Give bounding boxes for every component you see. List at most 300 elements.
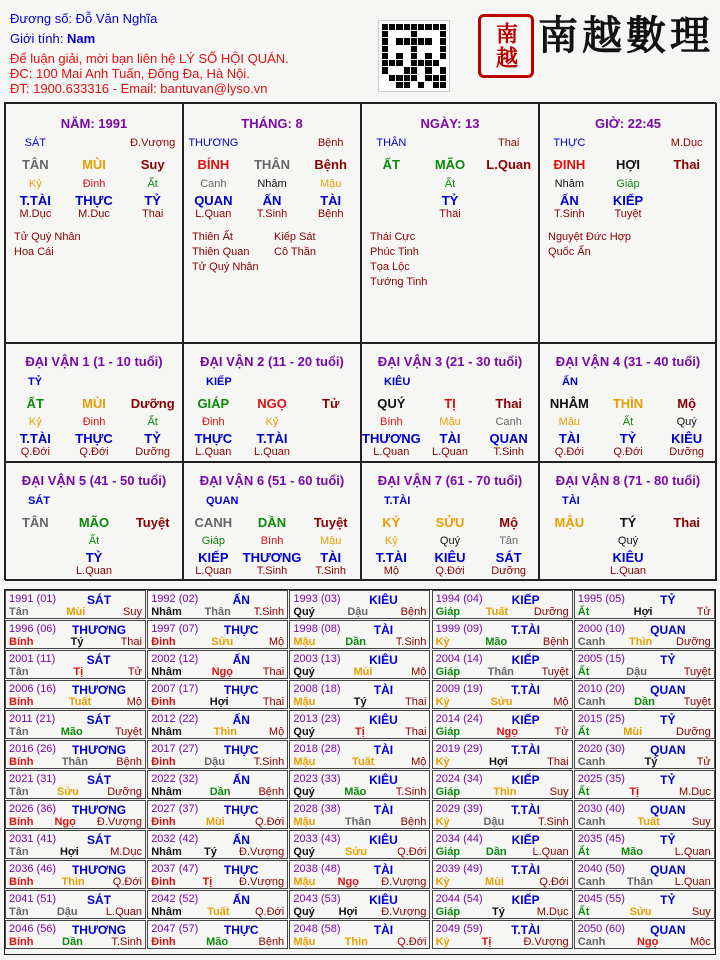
pillar-top-1	[65, 137, 124, 149]
stem: Canh	[577, 696, 606, 708]
dai-van-phase-2: Dưỡng	[669, 446, 705, 458]
stem: Kỷ	[435, 936, 450, 948]
stem: Ất	[577, 666, 590, 678]
phone-email-line[interactable]: ĐT: 1900.633316 - Email: bantuvan@lyso.vn	[10, 81, 268, 96]
stem: Ất	[577, 606, 590, 618]
phase: T.Sinh	[538, 816, 569, 828]
dai-van-phase-2: Dưỡng	[491, 565, 527, 577]
phase: Thai	[547, 756, 569, 768]
year-cell[interactable]	[432, 650, 573, 679]
year-cell[interactable]	[432, 770, 573, 799]
year-cell[interactable]	[5, 590, 146, 619]
year-cell[interactable]	[574, 620, 715, 649]
ten-god: TỶ	[28, 376, 43, 388]
branch: Mão	[60, 726, 83, 738]
phase: L.Quan	[105, 906, 142, 918]
branch: Ngọ	[54, 816, 76, 828]
year-body	[436, 906, 569, 919]
year-body	[9, 696, 142, 709]
qr-module	[404, 24, 410, 30]
year-cell[interactable]	[574, 800, 715, 829]
year-body	[578, 666, 711, 679]
address-line: ĐC: 100 Mai Anh Tuấn, Đống Đa, Hà Nội.	[10, 66, 250, 81]
dai-van-gods	[184, 431, 360, 446]
dai-van-main-0: KỶ	[382, 515, 401, 530]
stem: Canh	[577, 756, 606, 768]
year-cell[interactable]	[289, 800, 430, 829]
ten-god: TỶ	[660, 833, 676, 847]
dai-van-main-2: Thai	[673, 515, 701, 530]
ten-god: SÁT	[86, 713, 111, 727]
ten-god: SÁT	[87, 833, 112, 847]
dai-van-5[interactable]	[5, 462, 183, 581]
year-cell[interactable]	[432, 740, 573, 769]
pillar-gods	[6, 193, 182, 208]
year-head	[436, 863, 569, 876]
year-cell[interactable]	[289, 620, 430, 649]
pillar-phase-0: M.Dục	[19, 208, 52, 220]
qr-module	[411, 60, 417, 66]
year-cell[interactable]	[432, 800, 573, 829]
year-cell[interactable]	[147, 650, 288, 679]
pillar-gods-1: KIẾP	[612, 193, 644, 208]
ten-god: T.TÀI	[384, 495, 411, 507]
dai-van-phase-1: T.Sinh	[256, 565, 288, 577]
branch: Thân	[487, 666, 514, 678]
stem: Quý	[293, 666, 315, 678]
qr-module	[425, 60, 431, 66]
year-label: 2002 (12)	[151, 653, 199, 665]
year-cell[interactable]	[432, 590, 573, 619]
phase: Mộ	[268, 726, 285, 738]
ten-god: THỰC	[223, 803, 259, 817]
year-head	[436, 683, 569, 696]
year-cell[interactable]	[574, 710, 715, 739]
stem: Canh	[577, 936, 606, 948]
year-cell[interactable]	[147, 680, 288, 709]
qr-module	[404, 67, 410, 73]
year-head	[436, 833, 569, 846]
dai-van-main	[184, 396, 360, 411]
pillar-top	[184, 137, 360, 149]
shensha-label: Tọa Lộc	[370, 261, 410, 273]
pillar-hidden-1: Đinh	[82, 178, 106, 190]
shensha-label: Cô Thần	[274, 246, 316, 258]
year-cell[interactable]	[147, 920, 288, 949]
year-cell[interactable]	[5, 740, 146, 769]
dai-van-phase-1: L.Quan	[253, 446, 291, 458]
year-cell[interactable]	[432, 680, 573, 709]
pillar-phase	[184, 208, 360, 220]
phase: Thai	[404, 726, 427, 738]
qr-module	[404, 60, 410, 66]
year-cell[interactable]	[289, 650, 430, 679]
dai-van-phase-2: T.Sinh	[493, 446, 524, 458]
dai-van-gods-2	[301, 431, 360, 446]
phase: Thai	[262, 666, 285, 678]
phase: T.Sinh	[111, 936, 142, 948]
qr-module	[433, 60, 439, 66]
phase: Bệnh	[400, 606, 427, 618]
year-cell[interactable]	[5, 830, 146, 859]
year-cell[interactable]	[289, 890, 430, 919]
qr-module	[418, 67, 424, 73]
dai-van-phase-1: L.Quan	[609, 565, 647, 577]
dai-van-phase-1: L.Quan	[75, 565, 113, 577]
year-label: 2003 (13)	[293, 653, 341, 665]
dai-van-gods-0: THƯƠNG	[362, 431, 421, 446]
dai-van-main	[540, 396, 716, 411]
pillar-hidden-1: Nhâm	[257, 178, 287, 190]
dai-van-1[interactable]	[5, 343, 183, 462]
year-label: 1997 (07)	[151, 623, 199, 635]
year-body	[436, 936, 569, 949]
phase: Suy	[549, 786, 569, 798]
year-head	[293, 893, 426, 906]
dai-van-main-1: MÃO	[78, 515, 110, 530]
dai-van-3[interactable]	[361, 343, 539, 462]
year-cell[interactable]	[289, 830, 430, 859]
dai-van-hidden-2: Canh	[495, 416, 522, 428]
phase: Tuyệt	[683, 696, 711, 708]
year-cell[interactable]	[574, 830, 715, 859]
qr-module	[425, 82, 431, 88]
pillar-hidden-0: Canh	[200, 178, 227, 190]
year-body	[293, 696, 426, 709]
qr-module	[418, 60, 424, 66]
branch: Thìn	[61, 876, 85, 888]
year-body	[151, 936, 284, 949]
year-label: 2013 (23)	[293, 713, 341, 725]
qr-module	[440, 75, 446, 81]
gender-line: Giới tính: Nam	[10, 31, 96, 46]
dai-van-hidden	[184, 535, 360, 547]
year-head	[293, 833, 426, 846]
dai-van-6[interactable]	[183, 462, 361, 581]
year-cell[interactable]	[574, 770, 715, 799]
year-cell[interactable]	[432, 890, 573, 919]
phase: Q.Đới	[254, 816, 285, 828]
year-cell[interactable]	[574, 860, 715, 889]
year-cell[interactable]	[5, 710, 146, 739]
year-head	[9, 653, 142, 666]
year-body	[436, 636, 569, 649]
year-label: 2046 (56)	[9, 923, 57, 935]
year-label: 2029 (39)	[435, 803, 483, 815]
dai-van-phase	[540, 446, 716, 458]
stem: Giáp	[435, 846, 461, 858]
year-label: 2034 (44)	[435, 833, 483, 845]
pillar-top-2: Đ.Vượng	[130, 137, 176, 149]
dai-van-top	[362, 376, 538, 388]
dai-van-main-0: TÂN	[21, 515, 49, 530]
pillar-main-1: MÙI	[82, 157, 106, 172]
ten-god: KIẾP	[511, 893, 540, 907]
qr-module	[433, 38, 439, 44]
dai-van-hidden-2	[301, 416, 360, 428]
branch: Hợi	[489, 756, 508, 768]
qr-module	[433, 75, 439, 81]
year-cell[interactable]	[5, 620, 146, 649]
dai-van-main-2: Tuyệt	[313, 515, 348, 530]
dai-van-top	[362, 495, 538, 507]
pillar-gods-1: TỶ	[441, 193, 459, 208]
ten-god: TỶ	[660, 653, 676, 667]
dai-van-hidden	[362, 416, 538, 428]
dai-van-hidden-0	[6, 535, 65, 547]
ten-god: ẤN	[562, 376, 578, 388]
year-body	[293, 846, 426, 859]
pillar-hidden	[6, 178, 182, 190]
year-head	[9, 773, 142, 786]
qr-code[interactable]	[378, 20, 450, 92]
branch: Tị	[481, 936, 492, 948]
year-cell[interactable]	[574, 890, 715, 919]
phase: Tuyệt	[114, 726, 142, 738]
dai-van-gods-1: THƯƠNG	[242, 550, 302, 565]
year-body	[293, 786, 426, 799]
dai-van-phase-0: L.Quan	[195, 446, 232, 458]
year-cell[interactable]	[289, 740, 430, 769]
year-body	[436, 786, 569, 799]
ten-god: SÁT	[87, 773, 112, 787]
year-label: 2036 (46)	[9, 863, 57, 875]
dai-van-phase-0	[540, 565, 599, 577]
dai-van-title: ĐẠI VẬN 5 (41 - 50 tuổi)	[21, 473, 167, 488]
dai-van-main-1: SỬU	[435, 515, 465, 530]
dai-van-hidden	[6, 416, 182, 428]
year-body	[151, 606, 284, 619]
year-label: 2006 (16)	[9, 683, 57, 695]
pillar-top-2: Thai	[497, 137, 520, 149]
pillar-phase	[540, 208, 716, 220]
year-cell[interactable]	[289, 920, 430, 949]
stem: Mậu	[293, 876, 316, 888]
year-cell[interactable]	[147, 710, 288, 739]
dai-van-8[interactable]	[539, 462, 717, 581]
phase: Q.Đới	[539, 876, 569, 888]
year-cell[interactable]	[432, 710, 573, 739]
year-cell[interactable]	[5, 890, 146, 919]
stem: Nhâm	[151, 666, 182, 678]
dai-van-gods-0: THỰC	[194, 431, 233, 446]
year-head	[578, 803, 711, 816]
stem: Tân	[9, 846, 29, 858]
dai-van-hidden	[184, 416, 360, 428]
branch: Tý	[70, 636, 84, 648]
dai-van-main-0: NHÂM	[549, 396, 589, 411]
phase: Đ.Vượng	[381, 876, 427, 888]
ten-god: KIÊU	[369, 773, 398, 787]
year-body	[9, 726, 142, 739]
year-head	[151, 863, 284, 876]
year-cell[interactable]	[432, 920, 573, 949]
year-cell[interactable]	[5, 770, 146, 799]
year-head	[436, 593, 569, 606]
year-body	[436, 666, 569, 679]
dai-van-main-1: TÝ	[619, 515, 637, 530]
dai-van-main-1: THÌN	[612, 396, 644, 411]
branch: Mão	[485, 636, 508, 648]
qr-module	[404, 38, 410, 44]
year-cell[interactable]	[147, 740, 288, 769]
qr-module	[418, 46, 424, 52]
branch: Dần	[634, 696, 655, 708]
year-head	[151, 923, 284, 936]
year-body	[151, 696, 284, 709]
branch: Sửu	[490, 696, 513, 708]
pillar-hidden-2	[657, 178, 716, 190]
year-cell[interactable]	[147, 770, 288, 799]
ten-god: KIÊU	[369, 593, 398, 607]
phase: Bệnh	[258, 786, 285, 798]
year-label: 2041 (51)	[9, 893, 57, 905]
shensha-label: Kiếp Sát	[274, 231, 316, 243]
year-cell[interactable]	[432, 620, 573, 649]
year-cell[interactable]	[147, 860, 288, 889]
dai-van-gods-2: TÀI	[320, 550, 342, 565]
branch: Tuất	[68, 696, 92, 708]
dai-van-hidden-2	[123, 535, 182, 547]
year-cell[interactable]	[5, 860, 146, 889]
dai-van-hidden-1: Mậu	[439, 416, 461, 428]
qr-module	[396, 38, 402, 44]
owner-line: Đương số: Đỗ Văn Nghĩa	[10, 11, 158, 26]
year-cell[interactable]	[574, 680, 715, 709]
year-cell[interactable]	[289, 770, 430, 799]
year-label: 2022 (32)	[151, 773, 199, 785]
year-cell[interactable]	[147, 590, 288, 619]
year-cell[interactable]	[289, 680, 430, 709]
pillar-main	[184, 157, 360, 172]
year-cell[interactable]	[5, 920, 146, 949]
phase: Đ.Vượng	[523, 936, 569, 948]
year-body	[578, 636, 711, 649]
year-cell[interactable]	[289, 590, 430, 619]
qr-module	[411, 38, 417, 44]
pillar-top-0: THƯƠNG	[188, 137, 239, 149]
qr-module	[404, 31, 410, 37]
year-body	[578, 756, 711, 769]
qr-module	[440, 31, 446, 37]
year-cell[interactable]	[147, 830, 288, 859]
year-body	[293, 936, 426, 949]
year-cell[interactable]	[432, 830, 573, 859]
qr-module	[418, 82, 424, 88]
pillar-gods-2	[657, 193, 716, 208]
ten-god: TÀI	[562, 495, 580, 507]
pillar-2	[183, 103, 361, 343]
dai-van-phase-0: L.Quan	[373, 446, 410, 458]
dai-van-2[interactable]	[183, 343, 361, 462]
year-head	[436, 623, 569, 636]
pillar-title: NGÀY: 13	[420, 116, 480, 131]
year-body	[578, 606, 711, 619]
dai-van-phase-0: Q.Đới	[20, 446, 50, 458]
dai-van-hidden-0	[540, 535, 599, 547]
year-head	[9, 683, 142, 696]
pillar-hidden-1: Ất	[444, 178, 456, 190]
ten-god: QUAN	[650, 743, 686, 757]
phase: T.Sinh	[395, 636, 427, 648]
pillar-hidden	[540, 178, 716, 190]
dai-van-7[interactable]	[361, 462, 539, 581]
branch: Tuất	[352, 756, 375, 768]
year-cell[interactable]	[5, 800, 146, 829]
ten-god: KIẾP	[511, 833, 540, 847]
dai-van-gods	[362, 431, 538, 446]
year-cell[interactable]	[574, 920, 715, 949]
pillar-phase-1: Thai	[439, 208, 461, 220]
year-cell[interactable]	[574, 650, 715, 679]
ten-god: ẤN	[232, 833, 250, 847]
year-cell[interactable]	[5, 680, 146, 709]
qr-module	[382, 24, 388, 30]
year-label: 2012 (22)	[151, 713, 199, 725]
dai-van-phase-1: Q.Đới	[613, 446, 643, 458]
dai-van-gods-2: SÁT	[495, 550, 522, 565]
qr-module	[396, 75, 402, 81]
year-body	[578, 936, 711, 949]
year-cell[interactable]	[432, 860, 573, 889]
year-cell[interactable]	[289, 710, 430, 739]
branch: Tý	[644, 756, 658, 768]
year-cell[interactable]	[147, 800, 288, 829]
ten-god: T.TÀI	[511, 683, 540, 697]
phase: Bệnh	[400, 816, 427, 828]
branch: Mão	[344, 786, 367, 798]
pillar-top-0: THÂN	[376, 137, 407, 149]
dai-van-hidden-0: Đinh	[202, 416, 225, 428]
year-cell[interactable]	[574, 740, 715, 769]
stem: Mậu	[293, 636, 316, 648]
ten-god: THƯƠNG	[71, 683, 127, 697]
year-body	[578, 816, 711, 829]
year-body	[436, 876, 569, 889]
year-label: 1998 (08)	[293, 623, 341, 635]
ten-god: THỰC	[223, 623, 259, 637]
ten-god: ẤN	[232, 593, 250, 607]
pillar-main-2: L.Quan	[486, 157, 532, 172]
stem: Kỷ	[435, 756, 450, 768]
stem: Đinh	[151, 636, 176, 648]
stem: Quý	[293, 846, 315, 858]
pillar-main-2: Suy	[140, 157, 165, 172]
dai-van-main-0: ẤT	[26, 396, 44, 411]
shensha-label: Thiên Ất	[192, 231, 233, 243]
year-label: 1992 (02)	[151, 593, 199, 605]
year-cell[interactable]	[147, 890, 288, 919]
year-cell[interactable]	[5, 650, 146, 679]
ten-god: THƯƠNG	[71, 923, 127, 937]
dai-van-top	[6, 376, 182, 388]
dai-van-top	[184, 376, 360, 388]
pillar-gods-0: T.TÀI	[19, 193, 51, 208]
qr-module	[411, 67, 417, 73]
dai-van-top	[540, 495, 716, 507]
qr-module	[404, 82, 410, 88]
branch: Thân	[61, 756, 89, 768]
year-body	[436, 696, 569, 709]
branch: Tuất	[485, 606, 509, 618]
dai-van-4[interactable]	[539, 343, 717, 462]
year-cell[interactable]	[289, 860, 430, 889]
year-cell[interactable]	[574, 590, 715, 619]
ten-god: TÀI	[373, 683, 394, 697]
pillar-phase-1: M.Dục	[78, 208, 110, 220]
year-cell[interactable]	[147, 620, 288, 649]
year-label: 2018 (28)	[293, 743, 341, 755]
